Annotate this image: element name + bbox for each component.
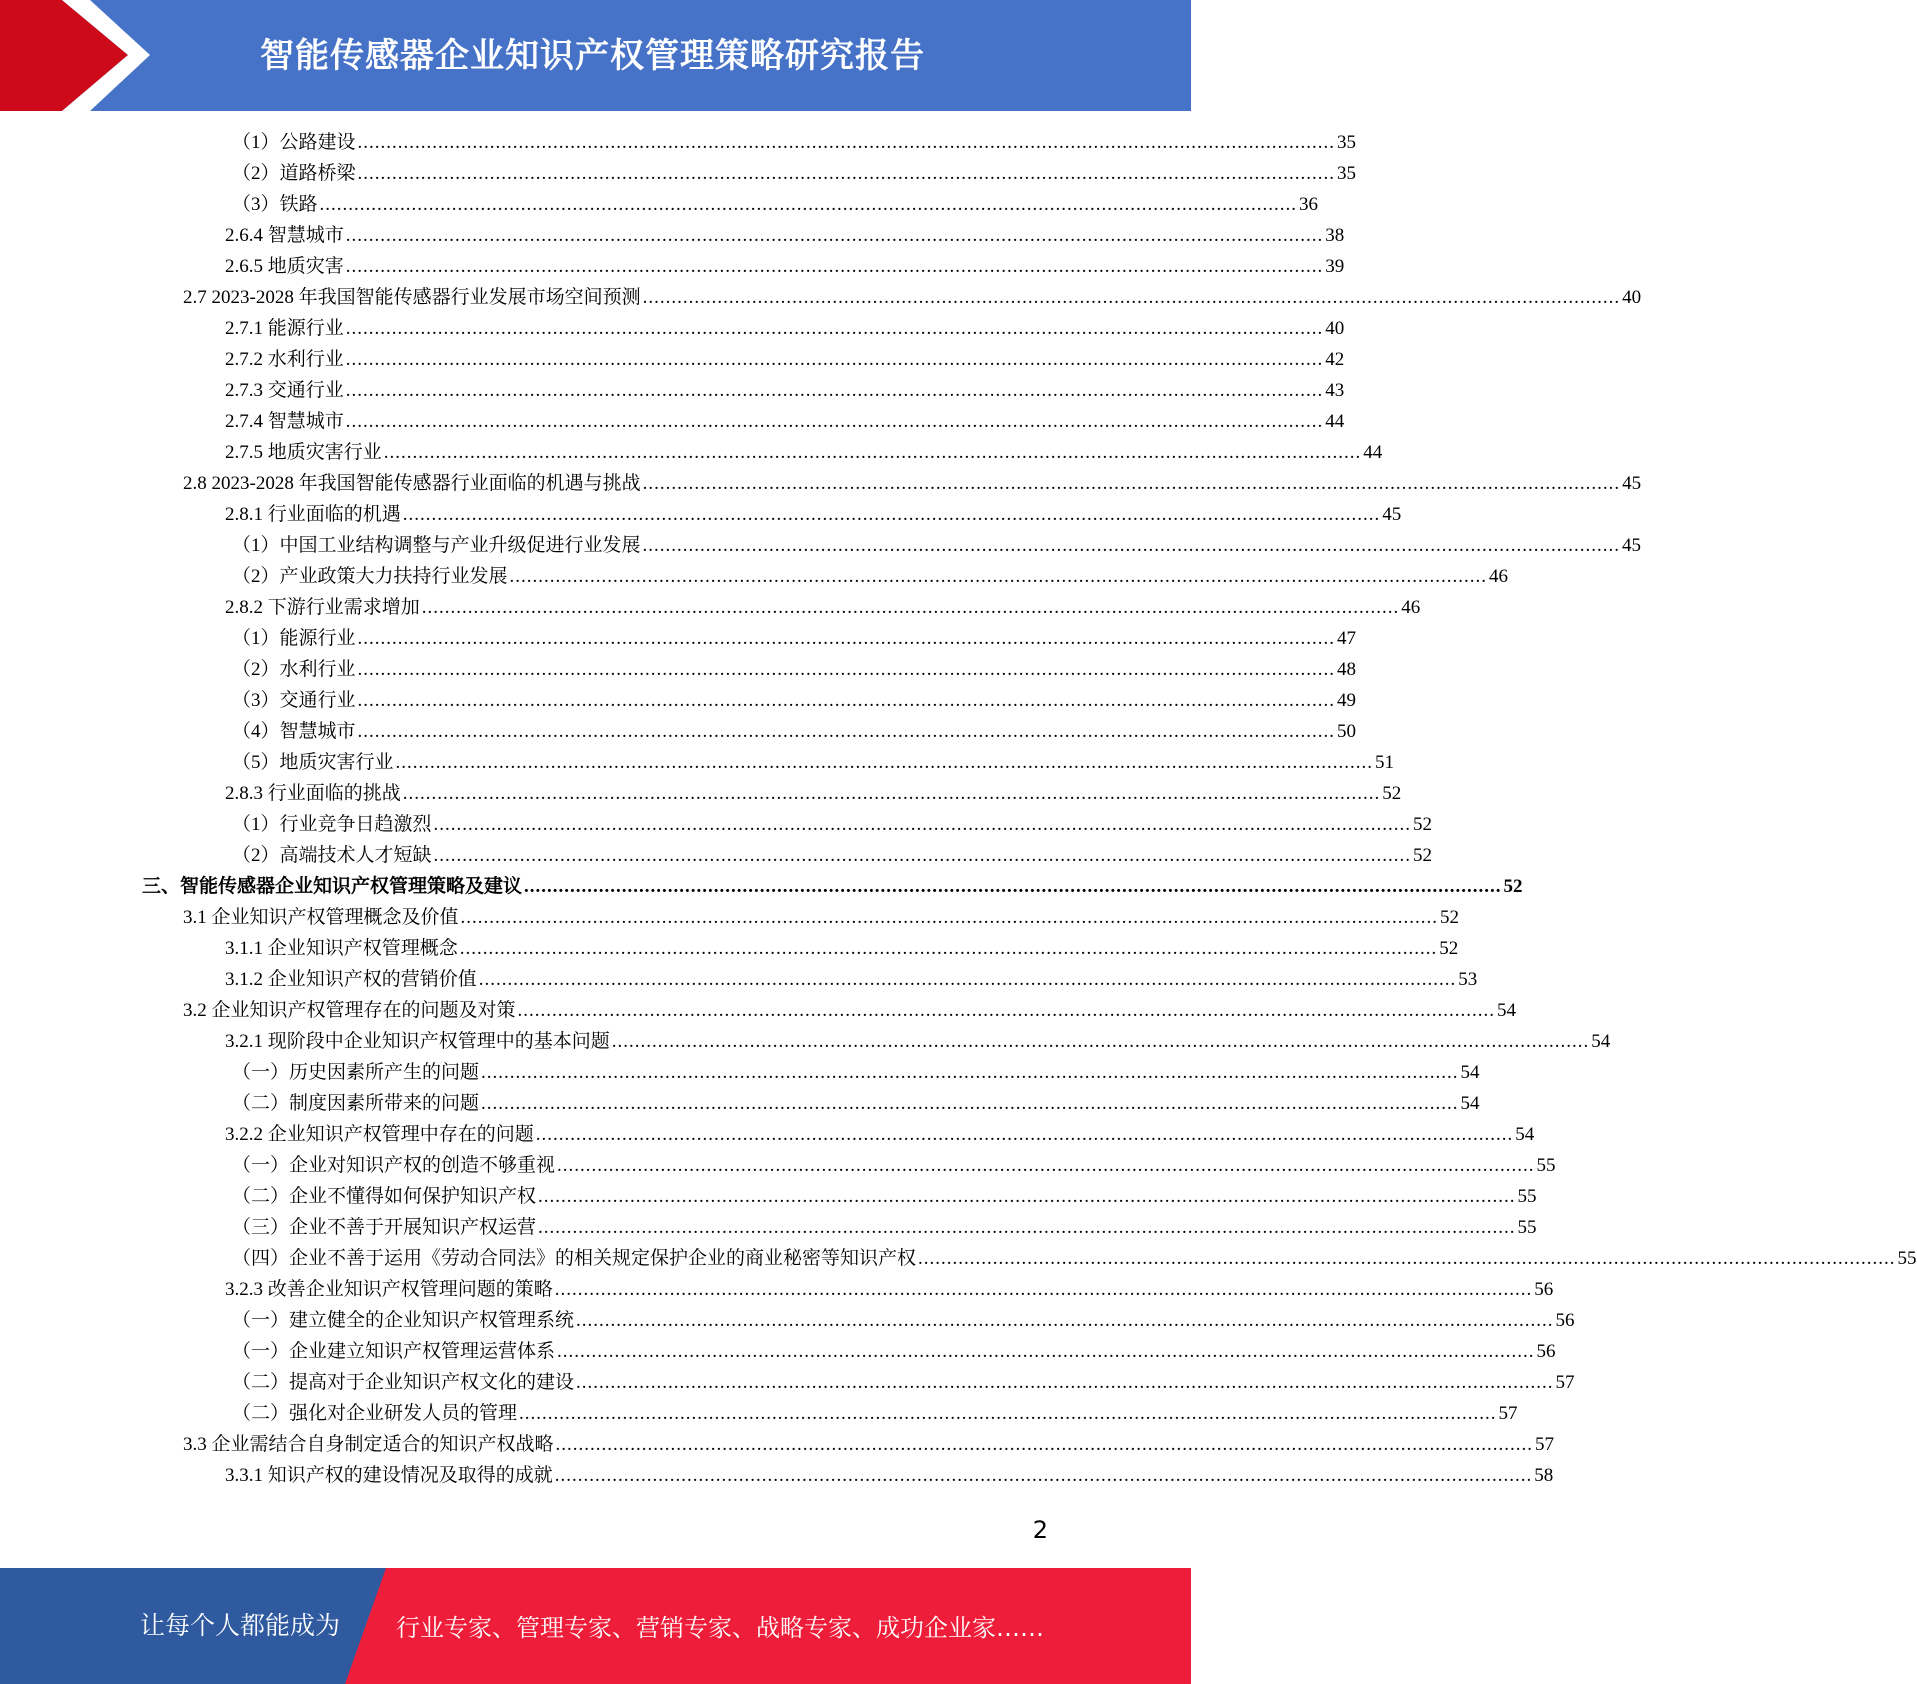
- toc-leader-dots: ..........................................................................................................................................................................: [357, 690, 1336, 711]
- toc-leader-dots: ..........................................................................................................................................................................: [611, 1031, 1590, 1052]
- toc-chapter-entry[interactable]: [142, 871, 1523, 902]
- toc-entry-page: 52: [1413, 845, 1433, 866]
- toc-entry[interactable]: [225, 1460, 1554, 1491]
- toc-entry-page: 35: [1337, 163, 1357, 184]
- toc-leader-dots: ..........................................................................................................................................................................: [433, 814, 1412, 835]
- toc-leader-dots: ..........................................................................................................................................................................: [538, 1217, 1516, 1238]
- toc-entry-page: 56: [1555, 1310, 1575, 1331]
- toc-entry-label: （1）行业竞争日趋激烈: [232, 814, 432, 835]
- toc-entry-page: 50: [1337, 721, 1357, 742]
- toc-entry-label: （2）产业政策大力扶持行业发展: [232, 566, 508, 587]
- toc-entry-label: 3.2.2 企业知识产权管理中存在的问题: [225, 1124, 534, 1145]
- toc-entry-page: 42: [1325, 349, 1345, 370]
- toc-entry-label: （一）历史因素所产生的问题: [232, 1062, 480, 1083]
- toc-entry[interactable]: [232, 747, 1395, 778]
- toc-entry[interactable]: [232, 1305, 1575, 1336]
- toc-entry-page: 55: [1536, 1155, 1556, 1176]
- toc-leader-dots: ..........................................................................................................................................................................: [481, 1062, 1459, 1083]
- toc-entry-label: （一）企业对知识产权的创造不够重视: [232, 1155, 556, 1176]
- toc-entry[interactable]: [183, 468, 1642, 499]
- toc-entry[interactable]: [183, 1429, 1555, 1460]
- toc-entry-page: 57: [1498, 1403, 1518, 1424]
- toc-entry-label: 3.1.1 企业知识产权管理概念: [225, 938, 458, 959]
- toc-entry-label: （二）强化对企业研发人员的管理: [232, 1403, 518, 1424]
- toc-leader-dots: ..........................................................................................................................................................................: [554, 1279, 1533, 1300]
- toc-entry-label: （二）制度因素所带来的问题: [232, 1093, 480, 1114]
- toc-entry-label: 2.7 2023-2028 年我国智能传感器行业发展市场空间预测: [183, 287, 641, 308]
- toc-entry[interactable]: [183, 902, 1460, 933]
- toc-leader-dots: ..........................................................................................................................................................................: [535, 1124, 1514, 1145]
- toc-leader-dots: ..........................................................................................................................................................................: [557, 1155, 1535, 1176]
- toc-entry-label: （2）高端技术人才短缺: [232, 845, 432, 866]
- toc-leader-dots: ..........................................................................................................................................................................: [357, 659, 1336, 680]
- toc-entry-label: （二）提高对于企业知识产权文化的建设: [232, 1372, 575, 1393]
- toc-entry-page: 54: [1591, 1031, 1611, 1052]
- toc-entry[interactable]: [232, 1088, 1480, 1119]
- toc-leader-dots: ..........................................................................................................................................................................: [357, 163, 1336, 184]
- toc-entry-label: 2.8.3 行业面临的挑战: [225, 783, 401, 804]
- toc-entry-page: 54: [1497, 1000, 1517, 1021]
- toc-entry-page: 47: [1337, 628, 1357, 649]
- toc-entry[interactable]: [232, 1181, 1537, 1212]
- toc-entry-label: （二）企业不懂得如何保护知识产权: [232, 1186, 537, 1207]
- toc-entry-page: 52: [1413, 814, 1433, 835]
- toc-entry[interactable]: [232, 1367, 1575, 1398]
- toc-entry-label: 2.8.2 下游行业需求增加: [225, 597, 420, 618]
- toc-entry[interactable]: [232, 685, 1357, 716]
- toc-leader-dots: ..........................................................................................................................................................................: [357, 132, 1336, 153]
- toc-entry-label: （1）中国工业结构调整与产业升级促进行业发展: [232, 535, 641, 556]
- toc-leader-dots: ..........................................................................................................................................................................: [557, 1341, 1535, 1362]
- toc-entry-page: 52: [1503, 876, 1523, 897]
- toc-entry-label: （4）智慧城市: [232, 721, 356, 742]
- toc-entry-label: 2.8.1 行业面临的机遇: [225, 504, 401, 525]
- toc-entry-page: 52: [1440, 907, 1460, 928]
- toc-entry-page: 48: [1337, 659, 1357, 680]
- toc-entry-page: 40: [1325, 318, 1345, 339]
- toc-entry-page: 53: [1458, 969, 1478, 990]
- toc-entry-label: （5）地质灾害行业: [232, 752, 394, 773]
- toc-entry-page: 52: [1382, 783, 1402, 804]
- toc-leader-dots: ..........................................................................................................................................................................: [345, 225, 1324, 246]
- toc-entry[interactable]: [225, 437, 1383, 468]
- toc-entry-label: 3.1.2 企业知识产权的营销价值: [225, 969, 477, 990]
- toc-entry-page: 55: [1897, 1248, 1917, 1269]
- toc-leader-dots: ..........................................................................................................................................................................: [459, 938, 1438, 959]
- toc-leader-dots: ..........................................................................................................................................................................: [576, 1372, 1554, 1393]
- toc-entry-label: （一）建立健全的企业知识产权管理系统: [232, 1310, 575, 1331]
- toc-entry-label: 2.7.2 水利行业: [225, 349, 344, 370]
- footer-slogan-left: 让每个人都能成为: [140, 1611, 341, 1640]
- footer-slogan-right: 行业专家、管理专家、营销专家、战略专家、成功企业家……: [396, 1614, 1044, 1642]
- toc-entry-label: 2.7.1 能源行业: [225, 318, 344, 339]
- toc-entry[interactable]: [232, 158, 1357, 189]
- toc-entry-page: 43: [1325, 380, 1345, 401]
- toc-entry-page: 46: [1401, 597, 1421, 618]
- toc-entry-label: （四）企业不善于运用《劳动合同法》的相关规定保护企业的商业秘密等知识产权: [232, 1248, 917, 1269]
- toc-leader-dots: ..........................................................................................................................................................................: [357, 721, 1336, 742]
- toc-entry[interactable]: [232, 1057, 1480, 1088]
- toc-entry[interactable]: [225, 344, 1345, 375]
- toc-entry[interactable]: [183, 995, 1517, 1026]
- toc-entry-page: 49: [1337, 690, 1357, 711]
- toc-entry-label: （三）企业不善于开展知识产权运营: [232, 1217, 537, 1238]
- toc-entry[interactable]: [225, 251, 1345, 282]
- toc-entry-page: 44: [1325, 411, 1345, 432]
- toc-entry[interactable]: [232, 716, 1357, 747]
- toc-entry-page: 45: [1622, 535, 1642, 556]
- toc-leader-dots: ..........................................................................................................................................................................: [481, 1093, 1459, 1114]
- toc-entry[interactable]: [232, 561, 1509, 592]
- toc-leader-dots: ..........................................................................................................................................................................: [524, 876, 1502, 897]
- toc-entry-page: 52: [1439, 938, 1459, 959]
- toc-entry-page: 45: [1622, 473, 1642, 494]
- toc-leader-dots: ..........................................................................................................................................................................: [538, 1186, 1516, 1207]
- toc-leader-dots: ..........................................................................................................................................................................: [421, 597, 1400, 618]
- toc-entry-label: 2.6.4 智慧城市: [225, 225, 344, 246]
- toc-entry-page: 55: [1517, 1186, 1537, 1207]
- toc-entry-label: 2.7.3 交通行业: [225, 380, 344, 401]
- toc-entry-page: 57: [1555, 1372, 1575, 1393]
- toc-entry[interactable]: [225, 220, 1345, 251]
- toc-entry-label: （3）铁路: [232, 194, 318, 215]
- toc-leader-dots: ..........................................................................................................................................................................: [519, 1403, 1497, 1424]
- toc-entry[interactable]: [225, 778, 1402, 809]
- toc-entry-label: 3.1 企业知识产权管理概念及价值: [183, 907, 459, 928]
- toc-entry[interactable]: [232, 530, 1642, 561]
- toc-entry-page: 46: [1489, 566, 1509, 587]
- toc-entry[interactable]: [232, 840, 1433, 871]
- toc-leader-dots: ..........................................................................................................................................................................: [402, 783, 1381, 804]
- toc-entry[interactable]: [232, 1398, 1518, 1429]
- toc-entry-page: 44: [1363, 442, 1383, 463]
- toc-entry-label: （2）道路桥梁: [232, 163, 356, 184]
- toc-entry[interactable]: [225, 933, 1459, 964]
- toc-entry[interactable]: [225, 313, 1345, 344]
- toc-entry[interactable]: [232, 809, 1433, 840]
- toc-leader-dots: ..........................................................................................................................................................................: [509, 566, 1488, 587]
- toc-leader-dots: ..........................................................................................................................................................................: [517, 1000, 1496, 1021]
- toc-entry-label: （3）交通行业: [232, 690, 356, 711]
- toc-entry-label: 2.7.4 智慧城市: [225, 411, 344, 432]
- toc-entry-label: 3.2 企业知识产权管理存在的问题及对策: [183, 1000, 516, 1021]
- toc-entry-page: 56: [1536, 1341, 1556, 1362]
- toc-leader-dots: ..........................................................................................................................................................................: [433, 845, 1412, 866]
- toc-entry-label: 3.2.3 改善企业知识产权管理问题的策略: [225, 1279, 553, 1300]
- toc-entry-label: （一）企业建立知识产权管理运营体系: [232, 1341, 556, 1362]
- toc-entry-label: 2.7.5 地质灾害行业: [225, 442, 382, 463]
- toc-entry[interactable]: [232, 1150, 1556, 1181]
- toc-entry-page: 54: [1460, 1093, 1480, 1114]
- report-header: [0, 0, 1191, 111]
- toc-entry[interactable]: [232, 189, 1319, 220]
- toc-leader-dots: ..........................................................................................................................................................................: [402, 504, 1381, 525]
- toc-entry[interactable]: [225, 406, 1345, 437]
- toc-leader-dots: ..........................................................................................................................................................................: [345, 318, 1324, 339]
- toc-entry-page: 55: [1517, 1217, 1537, 1238]
- toc-leader-dots: ..........................................................................................................................................................................: [345, 380, 1324, 401]
- toc-entry[interactable]: [232, 1243, 1917, 1274]
- toc-entry[interactable]: [232, 1212, 1537, 1243]
- toc-entry-page: 51: [1375, 752, 1395, 773]
- toc-entry[interactable]: [225, 375, 1345, 406]
- toc-entry-page: 40: [1622, 287, 1642, 308]
- toc-leader-dots: ..........................................................................................................................................................................: [383, 442, 1362, 463]
- toc-entry[interactable]: [232, 127, 1357, 158]
- toc-leader-dots: ..........................................................................................................................................................................: [357, 628, 1336, 649]
- toc-entry[interactable]: [232, 1336, 1556, 1367]
- toc-entry-page: 39: [1325, 256, 1345, 277]
- toc-entry-label: 2.6.5 地质灾害: [225, 256, 344, 277]
- toc-leader-dots: ..........................................................................................................................................................................: [460, 907, 1439, 928]
- toc-entry-label: 三、智能传感器企业知识产权管理策略及建议: [142, 876, 523, 897]
- toc-entry[interactable]: [183, 282, 1642, 313]
- toc-leader-dots: ..........................................................................................................................................................................: [319, 194, 1298, 215]
- report-title: 智能传感器企业知识产权管理策略研究报告: [260, 36, 925, 76]
- toc-entry[interactable]: [232, 623, 1357, 654]
- toc-entry-page: 56: [1534, 1279, 1554, 1300]
- toc-entry-page: 36: [1299, 194, 1319, 215]
- toc-entry[interactable]: [225, 1119, 1535, 1150]
- toc-entry-page: 57: [1535, 1434, 1555, 1455]
- toc-entry[interactable]: [225, 1026, 1611, 1057]
- toc-leader-dots: ..........................................................................................................................................................................: [478, 969, 1457, 990]
- page-number: 2: [1032, 1516, 1048, 1544]
- toc-leader-dots: ..........................................................................................................................................................................: [642, 535, 1621, 556]
- toc-leader-dots: ..........................................................................................................................................................................: [918, 1248, 1896, 1269]
- toc-entry-label: （2）水利行业: [232, 659, 356, 680]
- toc-entry[interactable]: [232, 654, 1357, 685]
- toc-leader-dots: ..........................................................................................................................................................................: [642, 473, 1621, 494]
- toc-entry-page: 54: [1515, 1124, 1535, 1145]
- toc-leader-dots: ..........................................................................................................................................................................: [642, 287, 1621, 308]
- toc-leader-dots: ..........................................................................................................................................................................: [554, 1465, 1533, 1486]
- toc-leader-dots: ..........................................................................................................................................................................: [576, 1310, 1554, 1331]
- toc-leader-dots: ..........................................................................................................................................................................: [345, 256, 1324, 277]
- toc-entry-page: 54: [1460, 1062, 1480, 1083]
- toc-entry-label: 2.8 2023-2028 年我国智能传感器行业面临的机遇与挑战: [183, 473, 641, 494]
- toc-leader-dots: ..........................................................................................................................................................................: [345, 349, 1324, 370]
- report-footer: [0, 1568, 1191, 1684]
- toc-entry[interactable]: [225, 964, 1478, 995]
- toc-entry-label: （1）公路建设: [232, 132, 356, 153]
- toc-leader-dots: ..........................................................................................................................................................................: [555, 1434, 1534, 1455]
- toc-leader-dots: ..........................................................................................................................................................................: [345, 411, 1324, 432]
- toc-leader-dots: ..........................................................................................................................................................................: [395, 752, 1374, 773]
- toc-entry[interactable]: [225, 592, 1421, 623]
- toc-entry-label: 3.2.1 现阶段中企业知识产权管理中的基本问题: [225, 1031, 610, 1052]
- toc-entry-label: （1）能源行业: [232, 628, 356, 649]
- toc-entry-label: 3.3.1 知识产权的建设情况及取得的成就: [225, 1465, 553, 1486]
- toc-entry-page: 38: [1325, 225, 1345, 246]
- toc-entry-page: 45: [1382, 504, 1402, 525]
- toc-entry-label: 3.3 企业需结合自身制定适合的知识产权战略: [183, 1434, 554, 1455]
- toc-entry[interactable]: [225, 499, 1402, 530]
- toc-entry[interactable]: [225, 1274, 1554, 1305]
- toc-entry-page: 58: [1534, 1465, 1554, 1486]
- toc-entry-page: 35: [1337, 132, 1357, 153]
